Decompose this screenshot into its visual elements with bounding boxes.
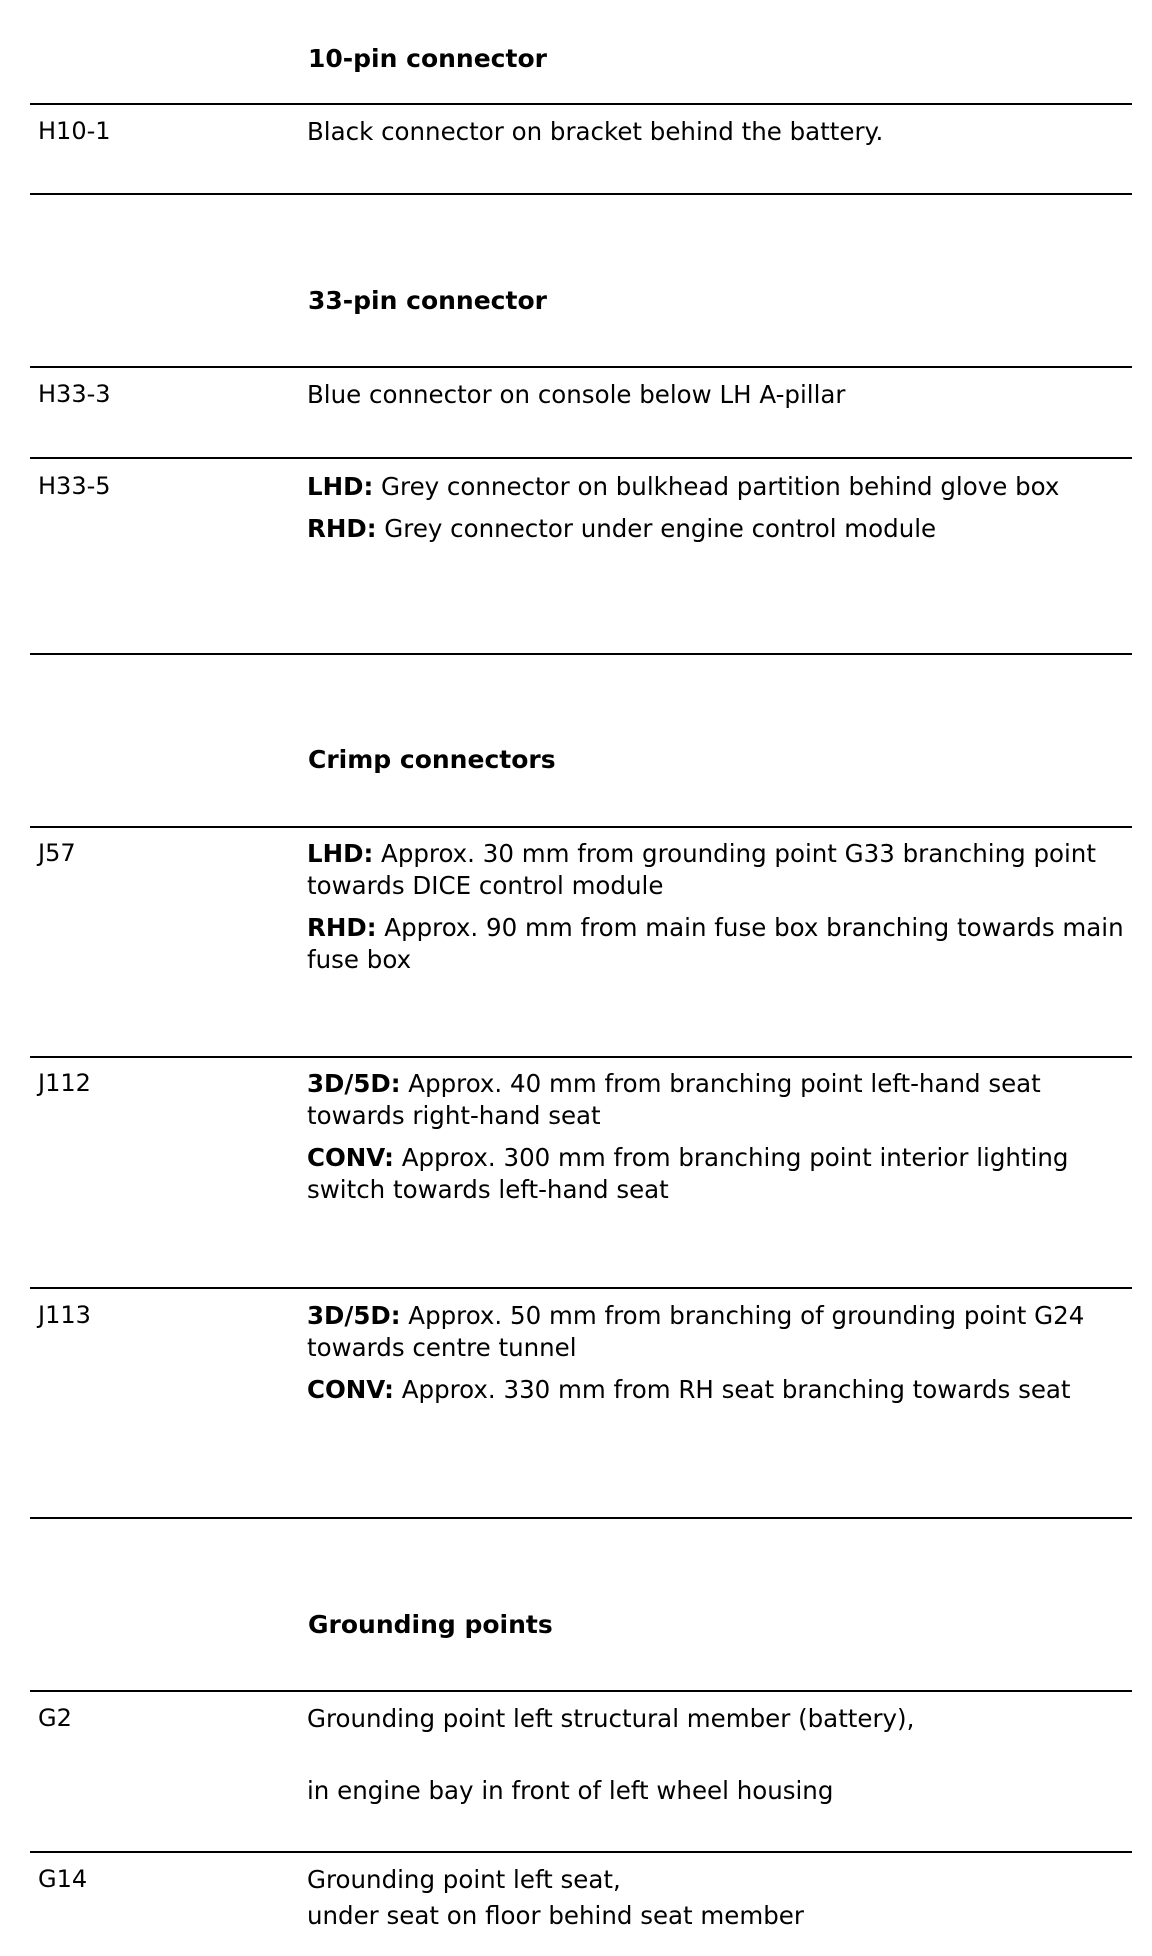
description-paragraph-lhd (307, 471, 1127, 503)
divider (30, 103, 1132, 105)
variant-label-lhd: LHD: (307, 472, 374, 501)
description-paragraph-conv (307, 1142, 1127, 1206)
grounding-point-description-g2 (307, 1703, 1127, 1807)
description-text: Black connector on bracket behind the battery. (307, 117, 884, 146)
divider (30, 1690, 1132, 1692)
connector-description-j112 (307, 1068, 1127, 1206)
divider (30, 1851, 1132, 1853)
connector-id-h33-3: H33-3 (38, 380, 111, 408)
description-text: Approx. 90 mm from main fuse box branching towards main fuse box (307, 913, 1124, 974)
connector-id-h33-5: H33-5 (38, 472, 111, 500)
description-text: Approx. 30 mm from grounding point G33 branching point towards DICE control module (307, 839, 1096, 900)
variant-label-lhd: LHD: (307, 839, 374, 868)
description-text: Grounding point left seat, (307, 1865, 621, 1894)
description-paragraph-rhd (307, 513, 1127, 545)
variant-label-rhd: RHD: (307, 514, 377, 543)
divider (30, 1056, 1132, 1058)
connector-id-j112: J112 (38, 1069, 91, 1097)
description-paragraph-lhd (307, 838, 1127, 902)
divider (30, 457, 1132, 459)
grounding-point-description-g14 (307, 1864, 1127, 1932)
section-heading-crimp: Crimp connectors (308, 745, 556, 774)
section-heading-10-pin: 10-pin connector (308, 44, 547, 73)
divider (30, 1287, 1132, 1289)
variant-label-3d5d: 3D/5D: (307, 1301, 401, 1330)
description-text: Grounding point left structural member (battery), (307, 1704, 915, 1733)
variant-label-conv: CONV: (307, 1143, 394, 1172)
grounding-point-id-g2: G2 (38, 1704, 72, 1732)
description-paragraph-conv (307, 1374, 1127, 1406)
description-text: Approx. 40 mm from branching point left-hand seat towards right-hand seat (307, 1069, 1041, 1130)
description-paragraph-rhd (307, 912, 1127, 976)
description-text: under seat on floor behind seat member (307, 1901, 804, 1930)
connector-description-h33-3 (307, 379, 1127, 411)
variant-label-conv: CONV: (307, 1375, 394, 1404)
description-text: Approx. 330 mm from RH seat branching towards seat (393, 1375, 1071, 1404)
connector-id-j113: J113 (38, 1301, 91, 1329)
description-paragraph-3d5d (307, 1068, 1127, 1132)
connector-id-j57: J57 (38, 839, 76, 867)
divider (30, 826, 1132, 828)
description-text: Approx. 300 mm from branching point interior lighting switch towards left-hand seat (307, 1143, 1069, 1204)
connector-description-j113 (307, 1300, 1127, 1406)
description-text: in engine bay in front of left wheel housing (307, 1776, 834, 1805)
description-text: Grey connector under engine control module (376, 514, 937, 543)
description-text: Grey connector on bulkhead partition behind glove box (373, 472, 1060, 501)
connector-description-h10-1 (307, 116, 1127, 148)
divider (30, 193, 1132, 195)
description-text: Approx. 50 mm from branching of grounding point G24 towards centre tunnel (307, 1301, 1085, 1362)
grounding-point-id-g14: G14 (38, 1865, 88, 1893)
divider (30, 366, 1132, 368)
divider (30, 653, 1132, 655)
connector-description-h33-5 (307, 471, 1127, 545)
section-heading-grounding: Grounding points (308, 1610, 553, 1639)
connector-id-h10-1: H10-1 (38, 117, 111, 145)
section-heading-33-pin: 33-pin connector (308, 286, 547, 315)
variant-label-3d5d: 3D/5D: (307, 1069, 401, 1098)
description-text: Blue connector on console below LH A-pillar (307, 380, 846, 409)
divider (30, 1517, 1132, 1519)
connector-description-j57 (307, 838, 1127, 976)
description-paragraph-3d5d (307, 1300, 1127, 1364)
variant-label-rhd: RHD: (307, 913, 377, 942)
